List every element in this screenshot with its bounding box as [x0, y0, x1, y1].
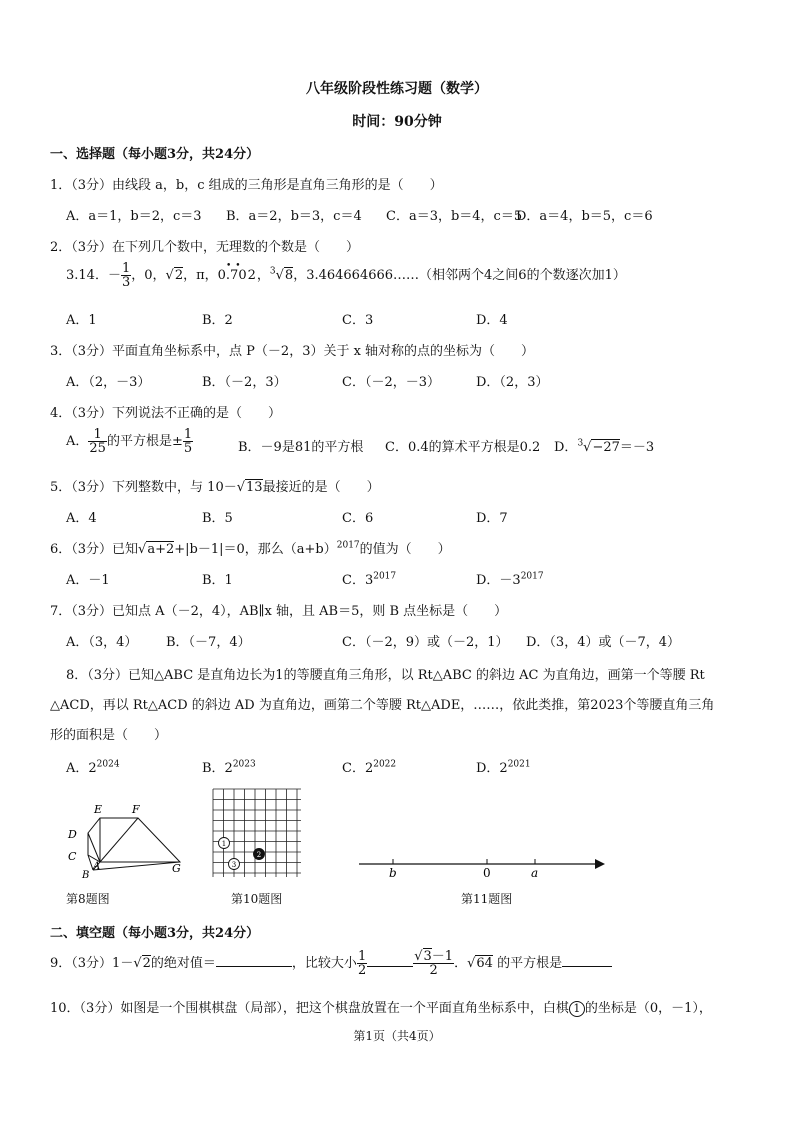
repeating-dots-icon: ••	[226, 261, 245, 271]
q1-option-d: D．a＝4，b＝5，c＝6	[516, 209, 653, 224]
q6-option-c	[342, 569, 396, 588]
q10-b: 的坐标是（0，－1），	[584, 1001, 712, 1016]
stone-2-label: 2	[256, 851, 262, 859]
q8-a-base: A．2	[66, 761, 97, 776]
q6-option-b: B．1	[202, 573, 233, 588]
fig11-label-a: a	[531, 866, 539, 880]
q9-frac-1	[357, 950, 367, 977]
q5-stem-a: 5．（3分）下列整数中，与 10－	[50, 480, 237, 495]
q1-stem: 1．（3分）由线段 a，b，c 组成的三角形是直角三角形的是（ ）	[50, 178, 443, 193]
q4-a-num2: 1	[183, 427, 193, 442]
stone-1-label: 1	[221, 840, 227, 848]
figure-10-go-board	[210, 786, 304, 880]
q5-option-c: C．6	[342, 511, 374, 526]
q9-f2-tail: －1	[431, 949, 454, 964]
q9-f2-den: 2	[429, 963, 438, 978]
q3-option-b: B．（－2，3）	[202, 375, 287, 390]
q9-frac-2	[413, 950, 454, 977]
q8-line-2: △ACD，再以 Rt△ACD 的斜边 AD 为直角边，画第二个等腰 Rt△ADE，……，依此类推，第2023个等腰直角三角	[50, 698, 715, 713]
q2-fraction	[121, 262, 131, 289]
q8-c-exp: 2022	[373, 759, 397, 770]
q9-f1-den: 2	[357, 963, 367, 978]
q2-option-c: C．3	[342, 313, 374, 328]
q1-option-a: A．a＝1，b＝2，c＝3	[66, 209, 202, 224]
exam-time: 时间：90分钟	[352, 114, 442, 130]
q2-option-a: A．1	[66, 313, 97, 328]
q8-d-base: D．2	[476, 761, 508, 776]
q6-c-base: C．3	[342, 573, 374, 588]
q6-exponent: 2017	[336, 540, 360, 551]
q5-radicand: 13	[246, 480, 263, 495]
fig11-label-b: b	[389, 866, 397, 880]
go-stone-black-2	[254, 849, 265, 860]
q7-stem: 7．（3分）已知点 A（－2，4），AB∥x 轴，且 AB＝5，则 B 点坐标是（ ）	[50, 604, 508, 619]
q5-option-a: A．4	[66, 511, 97, 526]
figure-11-caption: 第11题图	[461, 892, 513, 906]
q2-option-b: B．2	[202, 313, 233, 328]
q10-line	[50, 997, 712, 1017]
q4-a-frac1	[88, 428, 107, 455]
q3-option-a: A．（2，－3）	[66, 375, 151, 390]
q2-cbrt-val: 8	[284, 268, 294, 283]
q8-line-1: 8．（3分）已知△ABC 是直角边长为1的等腰直角三角形，以 Rt△ABC 的斜边 AC 为直角边，画第一个等腰 Rt	[66, 668, 705, 683]
page-footer: 第1页（共4页）	[353, 1029, 441, 1043]
q9-e: 的平方根是	[497, 956, 563, 971]
q4-option-c: C．0.4的算术平方根是0.2	[385, 440, 541, 455]
q8-d-exp: 2021	[507, 759, 531, 770]
q6-d-exp: 2017	[520, 571, 544, 582]
q1-option-b: B．a＝2，b＝3，c＝4	[226, 209, 362, 224]
stone-3-label: 3	[231, 861, 237, 869]
q2-repeating: 02	[238, 268, 257, 283]
q4-option-b: B．－9是81的平方根	[238, 440, 364, 455]
q5-stem: 5．（3分）下列整数中，与 10－√13最接近的是（ ）	[50, 480, 380, 495]
fig8-label-e: E	[94, 803, 103, 816]
q5-stem-b: 最接近的是（ ）	[262, 480, 380, 495]
q3-option-c: C．（－2，－3）	[342, 375, 440, 390]
q4-d-prefix: D．	[554, 440, 578, 455]
q4-a-num1: 1	[88, 428, 107, 442]
q2-nums-c: ，π，0.7	[183, 268, 239, 283]
q7-option-d: D．（3，4）或（－7，4）	[526, 635, 681, 650]
page-title: 八年级阶段性练习题（数学）	[306, 81, 488, 97]
q7-option-a: A．（3，4）	[66, 635, 138, 650]
q6-c-exp: 2017	[373, 571, 397, 582]
q6-d-base: D．－3	[476, 573, 521, 588]
q4-stem: 4．（3分）下列说法不正确的是（ ）	[50, 406, 282, 421]
q9-blank-1[interactable]	[216, 954, 292, 967]
q4-a-den1: 25	[89, 441, 106, 456]
figure-10-caption: 第10题图	[231, 892, 283, 906]
q7-option-c: C．（－2，9）或（－2，1）	[342, 635, 509, 650]
q2-sqrt2: 2	[174, 268, 184, 283]
q5-option-d: D．7	[476, 511, 508, 526]
q7-option-b: B．（－7，4）	[166, 635, 251, 650]
q6-stem-c: 的值为（ ）	[359, 542, 451, 557]
q3-option-d: D．（2，3）	[476, 375, 549, 390]
q9-blank-2[interactable]	[562, 954, 612, 967]
q10-a: 10．（3分）如图是一个围棋棋盘（局部），把这个棋盘放置在一个平面直角坐标系中，白棋	[50, 1001, 569, 1016]
q8-c-base: C．2	[342, 761, 374, 776]
q4-a-frac2	[183, 428, 193, 455]
q8-b-exp: 2023	[232, 759, 256, 770]
q2-stem: 2．（3分）在下列几个数中，无理数的个数是（ ）	[50, 240, 360, 255]
fig8-label-a: A	[93, 861, 101, 872]
section-1-title: 一、选择题（每小题3分，共24分）	[50, 147, 260, 162]
q9-f1-num: 1	[357, 949, 367, 964]
go-stone-white-1	[219, 838, 230, 849]
q8-b-base: B．2	[202, 761, 233, 776]
q4-d-radicand: −27	[592, 440, 620, 455]
q6-option-a: A．－1	[66, 573, 110, 588]
q9-f2-radicand: 3	[423, 949, 432, 964]
go-stone-white-3	[229, 859, 240, 870]
section-2-title: 二、填空题（每小题3分，共24分）	[50, 926, 260, 941]
fig8-label-d: D	[68, 828, 77, 841]
q8-option-d	[476, 757, 531, 776]
q8-option-c	[342, 757, 396, 776]
fig8-label-b: B	[82, 870, 90, 880]
q4-option-a	[66, 428, 193, 455]
q3-stem: 3．（3分）平面直角坐标系中，点 P（－2，3）关于 x 轴对称的点的坐标为（ ）	[50, 344, 535, 359]
q9-b: 的绝对值＝	[150, 956, 216, 971]
fig8-label-f: F	[132, 803, 140, 816]
q2-nums-a: 3.14．－	[66, 268, 121, 283]
q2-frac-den: 3	[121, 275, 131, 290]
q2-number-list: 3.14．－ $\frac{1}{3}$ ，0，√2，π，0.702，$^3$√8，3.464664666……（相邻两个4之间6的个数逐次加1）	[66, 261, 626, 290]
q8-option-b	[202, 757, 256, 776]
q9-line: 9．（3分）1－√2的绝对值＝ ，比较大小 $\frac{1}{2}$ $\frac{√3-1}{2}$ ．√64 的平方根是	[50, 950, 612, 977]
q2-nums-d: ，3.464664666……（相邻两个4之间6的个数逐次加1）	[293, 268, 626, 283]
q4-a-mid: 的平方根是±	[106, 434, 183, 449]
q6-option-d	[476, 569, 544, 588]
q9-a: 9．（3分）1－	[50, 956, 134, 971]
q2-option-d: D．4	[476, 313, 508, 328]
q9-compare-blank[interactable]	[367, 954, 413, 967]
fig8-label-g: G	[172, 862, 181, 875]
q2-frac-num: 1	[121, 261, 131, 276]
q5-option-b: B．5	[202, 511, 233, 526]
q6-radicand: a+2	[147, 542, 175, 557]
q8-option-a	[66, 757, 120, 776]
fig8-label-c: C	[68, 850, 77, 863]
q1-option-c: C．a＝3，b＝4，c＝5	[386, 209, 523, 224]
q6-stem: 6．（3分）已知√a+2+|b－1|＝0，那么$(a+b)^{2017}$的值为（ ）	[50, 540, 451, 557]
q9-radicand: 2	[142, 956, 151, 971]
q9-c: ，比较大小	[291, 956, 357, 971]
q8-line-3: 形的面积是（ ）	[50, 728, 168, 743]
q4-d-index: 3	[577, 438, 584, 449]
q2-nums-b: ，0，	[131, 268, 166, 283]
q4-a-prefix: A．	[66, 434, 89, 449]
q2-cbrt-index: 3	[269, 266, 276, 277]
q10-white-stone-icon: 1	[569, 1001, 585, 1017]
q9-radicand-64: 64	[476, 956, 493, 971]
arrow-right-icon	[595, 859, 605, 869]
q6-stem-a: 6．（3分）已知	[50, 542, 139, 557]
q4-d-post: ＝－3	[619, 440, 655, 455]
q8-a-exp: 2024	[96, 759, 120, 770]
q9-d: ．	[454, 956, 468, 971]
q9-f2-num: √3－1	[414, 949, 454, 964]
figure-8-diagram	[60, 800, 190, 880]
q4-option-d: D．$^3$√−27＝－3	[554, 438, 655, 455]
q6-stem-b: +|b－1|＝0，那么（a+b）	[174, 542, 337, 557]
q4-a-den2: 5	[183, 441, 193, 456]
figure-11-number-line	[355, 852, 611, 882]
fig11-label-0: 0	[483, 866, 491, 880]
figure-8-caption: 第8题图	[66, 892, 110, 906]
